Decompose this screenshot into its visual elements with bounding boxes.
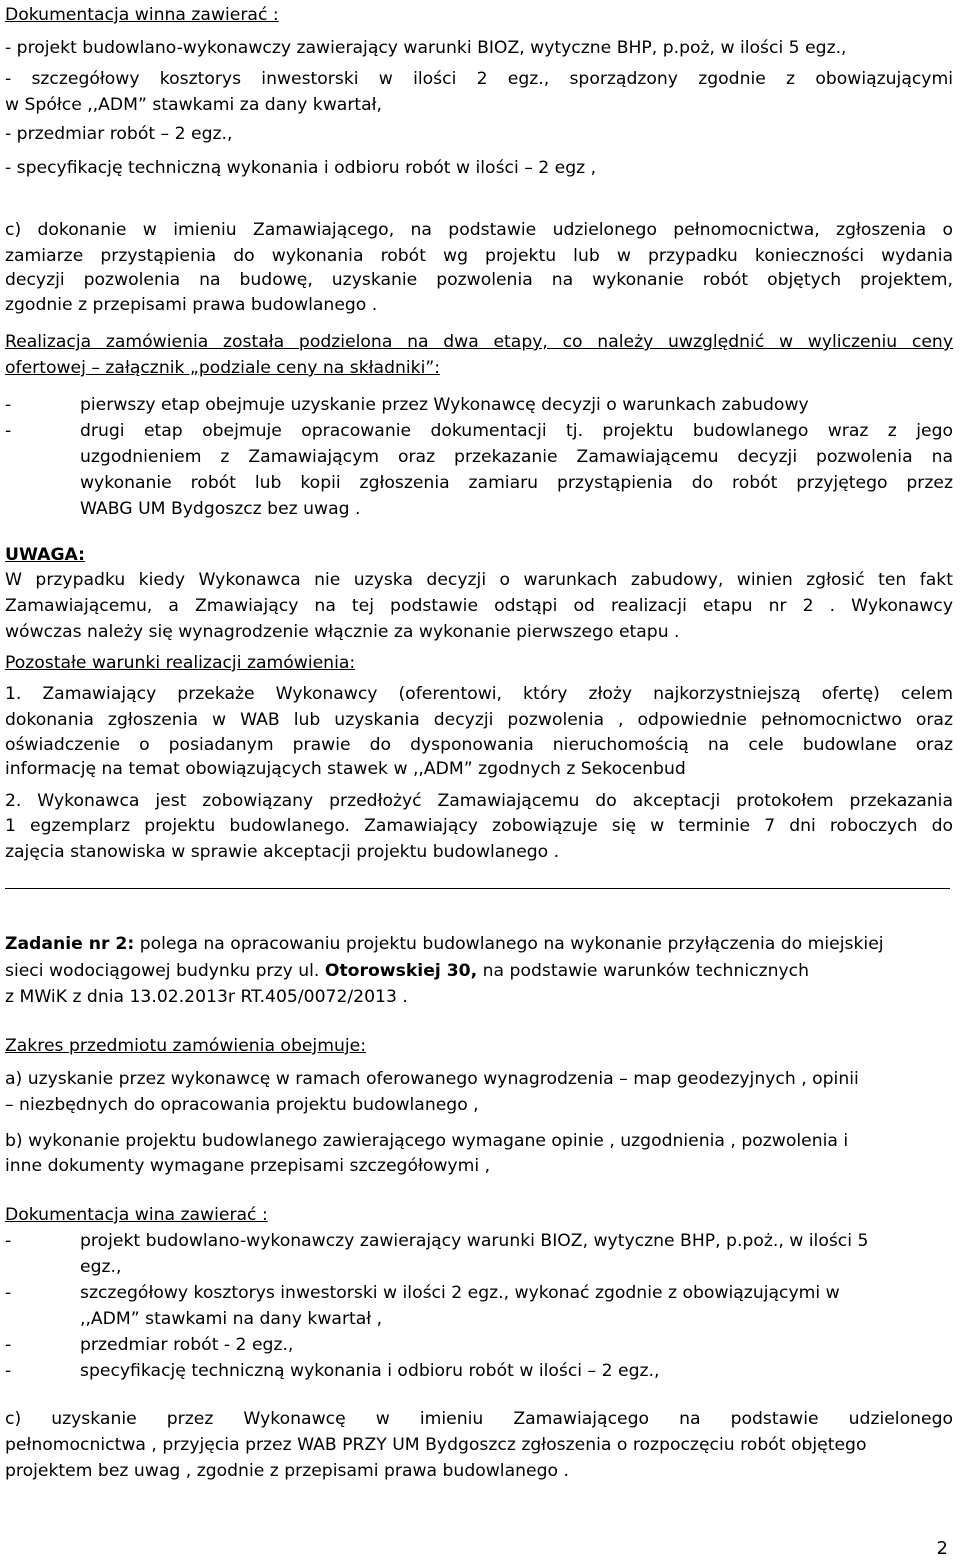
zadanie2-text: polega na opracowaniu projektu budowlanego na wykonanie przyłączenia do miejskiej	[134, 934, 884, 954]
pozostale-line: 1. Zamawiający przekaże Wykonawcy (oferentowi, który złoży najkorzystniejszą ofertę) celem	[5, 684, 953, 704]
realizacja-line: ofertowej – załącznik „podziale ceny na składniki”:	[5, 358, 441, 378]
zakres-item: – niezbędnych do opracowania projektu budowlanego ,	[5, 1095, 479, 1115]
pozostale-line: dokonania zgłoszenia w WAB lub uzyskania decyzji pozwolenia , odpowiednie pełnomocnictwo oraz	[5, 710, 953, 730]
zakres-item: inne dokumenty wymagane przepisami szczegółowymi ,	[5, 1156, 491, 1176]
list-item	[5, 1358, 953, 1384]
zadanie2-text: sieci wodociągowej budynku przy ul.	[5, 961, 325, 981]
zadanie2-line: z MWiK z dnia 13.02.2013r RT.405/0072/2013 .	[5, 987, 408, 1007]
zakres-item: a) uzyskanie przez wykonawcę w ramach oferowanego wynagrodzenia – map geodezyjnych , opinii	[5, 1069, 859, 1089]
dash-marker: -	[5, 395, 12, 415]
list-item-line: ,,ADM” stawkami na dany kwartał ,	[80, 1309, 383, 1329]
list-item: - przedmiar robót – 2 egz.,	[5, 124, 233, 144]
heading-dokumentacja-2: Dokumentacja wina zawierać :	[5, 1205, 268, 1225]
uwaga-line: wówczas należy się wynagrodzenie włącznie za wykonanie pierwszego etapu .	[5, 622, 680, 642]
paragraph-line: projektem bez uwag , zgodnie z przepisami prawa budowlanego .	[5, 1461, 569, 1481]
list-item	[5, 1280, 953, 1332]
list-item: - projekt budowlano-wykonawczy zawierający warunki BIOZ, wytyczne BHP, p.poż, w ilości 5 egz.,	[5, 38, 847, 58]
paragraph-line: pełnomocnictwa , przyjęcia przez WAB PRZY UM Bydgoszcz zgłoszenia o rozpoczęciu robót objętego	[5, 1435, 867, 1455]
paragraph-line: zamiarze przystąpienia do wykonania robót wg projektu lub w przypadku konieczności wydania	[5, 246, 953, 266]
pozostale-line: 1 egzemplarz projektu budowlanego. Zamawiający zobowiązuje się w terminie 7 dni roboczych do	[5, 816, 953, 836]
list-item	[5, 1332, 953, 1358]
list-item-continuation: w Spółce ,,ADM” stawkami za dany kwartał,	[5, 95, 383, 115]
list-item-line: przedmiar robót - 2 egz.,	[80, 1335, 294, 1355]
pozostale-line: zajęcia stanowiska w sprawie akceptacji projektu budowlanego .	[5, 842, 560, 862]
list-item-line: specyfikację techniczną wykonania i odbioru robót w ilości – 2 egz.,	[80, 1361, 660, 1381]
dash-marker: -	[5, 1361, 12, 1381]
heading-dokumentacja: Dokumentacja winna zawierać :	[5, 5, 279, 25]
stage-second-line: uzgodnieniem z Zamawiającym oraz przekazanie Zamawiającemu decyzji pozwolenia na	[80, 447, 953, 467]
stage-second-line: wykonanie robót lub kopii zgłoszenia zamiaru przystąpienia do robót przyjętego przez	[80, 473, 953, 493]
zakres-item: b) wykonanie projektu budowlanego zawierającego wymagane opinie , uzgodnienia , pozwolenia i	[5, 1131, 849, 1151]
zadanie2-label: Zadanie nr 2:	[5, 934, 135, 954]
zadanie2-line	[5, 958, 809, 984]
zadanie2-line	[5, 931, 884, 957]
pozostale-heading: Pozostałe warunki realizacji zamówienia:	[5, 653, 356, 673]
stage-second	[5, 418, 953, 522]
pozostale-line: informację na temat obowiązujących stawek w ,,ADM” zgodnych z Sekocenbud	[5, 759, 686, 779]
uwaga-line: Zamawiającemu, a Zmawiający na tej podstawie odstąpi od realizacji etapu nr 2 . Wykonawcy	[5, 596, 953, 616]
zakres-heading: Zakres przedmiotu zamówienia obejmuje:	[5, 1036, 366, 1056]
dash-marker: -	[5, 1283, 12, 1303]
paragraph-line: c) uzyskanie przez Wykonawcę w imieniu Zamawiającego na podstawie udzielonego	[5, 1409, 953, 1429]
dash-marker: -	[5, 1335, 12, 1355]
pozostale-line: oświadczenie o posiadanym prawie do dysponowania nieruchomością na cele budowlane oraz	[5, 735, 953, 755]
pozostale-line: 2. Wykonawca jest zobowiązany przedłożyć Zamawiającemu do akceptacji protokołem przekazania	[5, 791, 953, 811]
uwaga-label: UWAGA:	[5, 545, 86, 565]
section-divider	[5, 888, 950, 889]
stage-first	[5, 392, 953, 418]
list-item: - szczegółowy kosztorys inwestorski w ilości 2 egz., sporządzony zgodnie z obowiązującymi	[5, 69, 953, 89]
street-address: Otorowskiej 30,	[324, 961, 478, 981]
list-item-line: szczegółowy kosztorys inwestorski w ilości 2 egz., wykonać zgodnie z obowiązującymi w	[80, 1283, 840, 1303]
stage-first-text: pierwszy etap obejmuje uzyskanie przez Wykonawcę decyzji o warunkach zabudowy	[80, 395, 809, 415]
paragraph-line: decyzji pozwolenia na budowę, uzyskanie pozwolenia na wykonanie robót objętych projektem,	[5, 270, 953, 290]
dash-marker: -	[5, 1231, 12, 1251]
realizacja-line: Realizacja zamówienia została podzielona na dwa etapy, co należy uwzględnić w wyliczeniu ceny	[5, 332, 953, 352]
list-item: - specyfikację techniczną wykonania i odbioru robót w ilości – 2 egz ,	[5, 158, 597, 178]
list-item	[5, 1228, 953, 1280]
uwaga-line: W przypadku kiedy Wykonawca nie uzyska decyzji o warunkach zabudowy, winien zgłosić ten fakt	[5, 570, 953, 590]
zadanie2-text: na podstawie warunków technicznych	[477, 961, 809, 981]
list-item-line: projekt budowlano-wykonawczy zawierający warunki BIOZ, wytyczne BHP, p.poż., w ilości 5	[80, 1231, 869, 1251]
list-item-line: egz.,	[80, 1257, 122, 1277]
page-number: 2	[936, 1538, 948, 1559]
paragraph-line: c) dokonanie w imieniu Zamawiającego, na podstawie udzielonego pełnomocnictwa, zgłoszenia o	[5, 220, 953, 240]
dash-marker: -	[5, 421, 12, 441]
paragraph-line: zgodnie z przepisami prawa budowlanego .	[5, 295, 378, 315]
stage-second-line: drugi etap obejmuje opracowanie dokumentacji tj. projektu budowlanego wraz z jego	[80, 421, 953, 441]
stage-second-line: WABG UM Bydgoszcz bez uwag .	[80, 499, 361, 519]
